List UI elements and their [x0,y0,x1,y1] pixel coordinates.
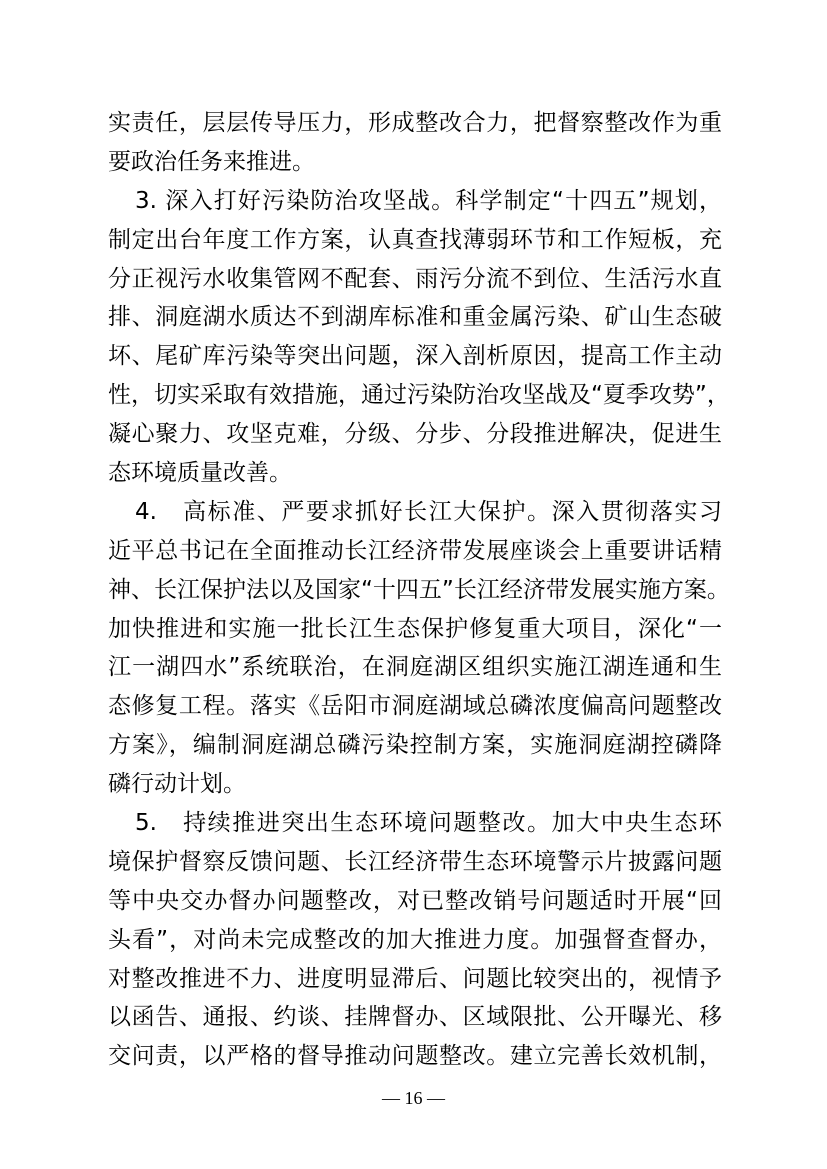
text-line: 排、洞庭湖水质达不到湖库标准和重金属污染、矿山生态破 [108,304,722,331]
text-line: 江一湖四水”系统联治，在洞庭湖区组织实施江湖连通和生 [108,654,722,681]
paragraph [108,104,722,182]
text-line: 交问责，以严格的督导推动问题整改。建立完善长效机制， [108,1043,722,1070]
text-line: 加快推进和实施一批长江生态保护修复重大项目，深化“一 [108,615,722,642]
text-line: 坏、尾矿库污染等突出问题，深入剖析原因，提高工作主动 [108,343,722,370]
paragraph [108,493,730,804]
paragraph [108,182,730,493]
text-line: 以函告、通报、约谈、挂牌督办、区域限批、公开曝光、移 [108,1004,722,1031]
text-line: 方案》，编制洞庭湖总磷污染控制方案，实施洞庭湖控磷降 [108,732,722,759]
document-body [108,104,730,1076]
text-line: 对整改推进不力、进度明显滞后、问题比较突出的，视情予 [108,965,722,992]
text-line: 5. 持续推进突出生态环境问题整改。加大中央生态环 [135,810,722,837]
text-line: 性，切实采取有效措施，通过污染防治攻坚战及“夏季攻势”， [108,382,730,409]
text-line: 等中央交办督办问题整改，对已整改销号问题适时开展“回 [108,887,722,914]
paragraph [108,804,722,1076]
page-number: — 16 — [382,1088,445,1108]
text-line: 制定出台年度工作方案，认真查找薄弱环节和工作短板，充 [108,226,722,253]
text-line: 神、长江保护法以及国家“十四五”长江经济带发展实施方案。 [108,576,730,603]
text-line: 境保护督察反馈问题、长江经济带生态环境警示片披露问题 [108,848,722,875]
text-line: 态修复工程。落实《岳阳市洞庭湖域总磷浓度偏高问题整改 [108,693,722,720]
text-line: 近平总书记在全面推动长江经济带发展座谈会上重要讲话精 [108,537,722,564]
text-line: 实责任，层层传导压力，形成整改合力，把督察整改作为重 [108,110,722,136]
text-line: 3. 深入打好污染防治攻坚战。科学制定“十四五”规划， [135,187,722,214]
text-line: 磷行动计划。 [108,771,246,798]
text-line: 头看”，对尚未完成整改的加大推进力度。加强督查督办， [108,926,722,953]
text-line: 要政治任务来推进。 [108,148,315,175]
text-line: 凝心聚力、攻坚克难，分级、分步、分段推进解决，促进生 [108,421,722,448]
text-line: 4. 高标准、严要求抓好长江大保护。深入贯彻落实习 [135,498,722,525]
text-line: 态环境质量改善。 [108,460,292,487]
text-line: 分正视污水收集管网不配套、雨污分流不到位、生活污水直 [108,265,722,292]
